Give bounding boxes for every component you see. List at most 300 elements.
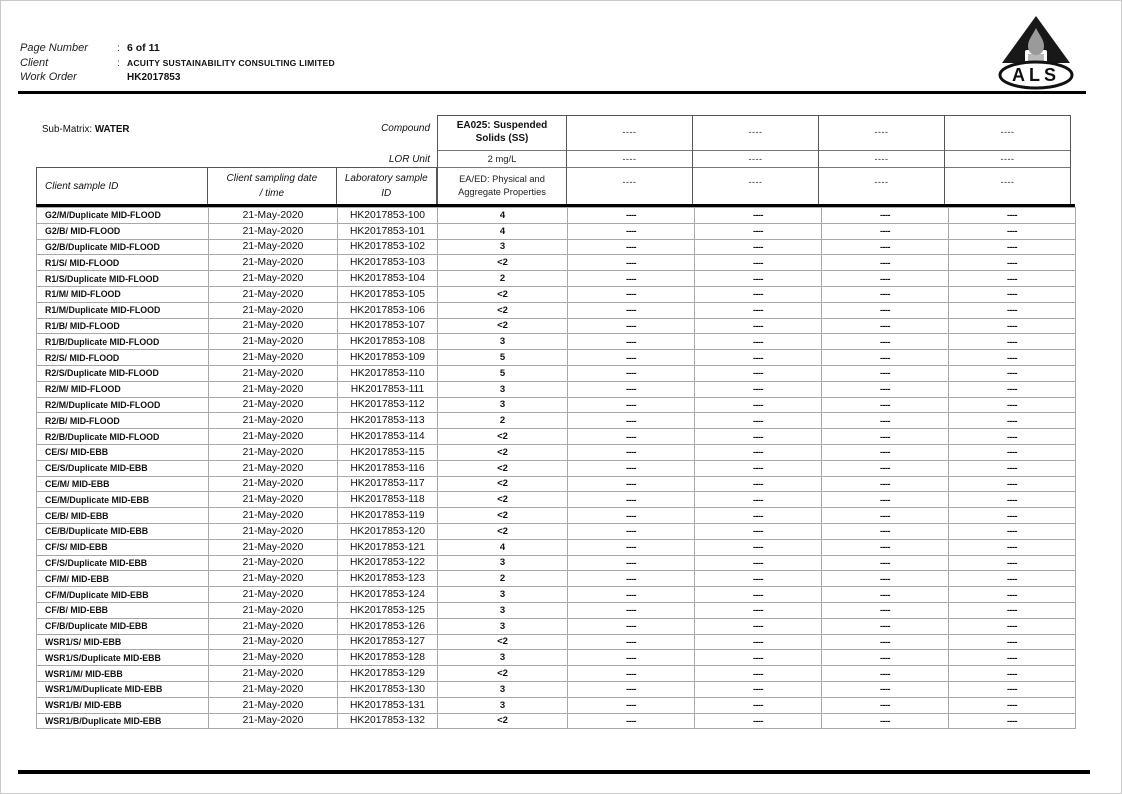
separator: : — [117, 58, 120, 69]
cell-dash: ---- — [695, 587, 822, 603]
page-number-value: 6 of 11 — [127, 42, 160, 54]
cell-dash: ---- — [949, 271, 1076, 287]
table-row — [37, 539, 1076, 555]
cell-sampling-date: 21-May-2020 — [209, 650, 338, 666]
cell-dash: ---- — [822, 492, 949, 508]
cell-dash: ---- — [568, 413, 695, 429]
cell-dash: ---- — [822, 508, 949, 524]
column-header-text: Client sampling date — [226, 173, 318, 184]
table-row — [37, 429, 1076, 445]
cell-dash: ---- — [695, 697, 822, 713]
cell-lab-sample-id: HK2017853-128 — [338, 650, 438, 666]
cell-result: 3 — [438, 587, 568, 603]
cell-lab-sample-id: HK2017853-118 — [338, 492, 438, 508]
cell-dash: ---- — [695, 634, 822, 650]
cell-dash: ---- — [822, 271, 949, 287]
cell-dash: ---- — [822, 666, 949, 682]
cell-sampling-date: 21-May-2020 — [209, 381, 338, 397]
cell-result: 3 — [438, 555, 568, 571]
cell-client-sample-id: G2/B/ MID-FLOOD — [37, 223, 209, 239]
cell-dash: ---- — [695, 666, 822, 682]
cell-dash: ---- — [695, 286, 822, 302]
compound-name: ---- — [945, 116, 1070, 151]
cell-result: 4 — [438, 223, 568, 239]
cell-client-sample-id: WSR1/M/Duplicate MID-EBB — [37, 681, 209, 697]
cell-sampling-date: 21-May-2020 — [209, 555, 338, 571]
cell-dash: ---- — [822, 255, 949, 271]
cell-dash: ---- — [949, 602, 1076, 618]
table-row — [37, 302, 1076, 318]
work-order-label: Work Order — [20, 71, 77, 83]
cell-dash: ---- — [695, 397, 822, 413]
cell-lab-sample-id: HK2017853-132 — [338, 713, 438, 729]
table-row — [37, 650, 1076, 666]
cell-dash: ---- — [568, 539, 695, 555]
separator: : — [117, 43, 120, 54]
als-logo-text: ALS — [1012, 65, 1060, 85]
cell-dash: ---- — [695, 460, 822, 476]
table-row — [37, 255, 1076, 271]
header-rule — [18, 91, 1086, 94]
cell-dash: ---- — [949, 587, 1076, 603]
cell-dash: ---- — [568, 492, 695, 508]
cell-dash: ---- — [695, 334, 822, 350]
cell-dash: ---- — [695, 413, 822, 429]
cell-sampling-date: 21-May-2020 — [209, 429, 338, 445]
cell-dash: ---- — [822, 239, 949, 255]
cell-dash: ---- — [568, 223, 695, 239]
cell-lab-sample-id: HK2017853-129 — [338, 666, 438, 682]
cell-dash: ---- — [949, 618, 1076, 634]
cell-dash: ---- — [568, 208, 695, 224]
cell-client-sample-id: CF/M/Duplicate MID-EBB — [37, 587, 209, 603]
cell-client-sample-id: R1/M/ MID-FLOOD — [37, 286, 209, 302]
cell-client-sample-id: R2/S/ MID-FLOOD — [37, 350, 209, 366]
cell-result: 3 — [438, 602, 568, 618]
cell-dash: ---- — [568, 523, 695, 539]
cell-dash: ---- — [568, 334, 695, 350]
cell-dash: ---- — [822, 460, 949, 476]
cell-lab-sample-id: HK2017853-102 — [338, 239, 438, 255]
cell-dash: ---- — [568, 302, 695, 318]
cell-sampling-date: 21-May-2020 — [209, 697, 338, 713]
cell-dash: ---- — [695, 271, 822, 287]
cell-result: 3 — [438, 397, 568, 413]
cell-dash: ---- — [568, 618, 695, 634]
cell-client-sample-id: R2/B/Duplicate MID-FLOOD — [37, 429, 209, 445]
cell-dash: ---- — [822, 381, 949, 397]
cell-result: <2 — [438, 460, 568, 476]
column-header-sampling-date — [208, 168, 336, 204]
cell-dash: ---- — [822, 555, 949, 571]
cell-client-sample-id: WSR1/S/Duplicate MID-EBB — [37, 650, 209, 666]
page-number-label: Page Number — [20, 42, 88, 54]
cell-dash: ---- — [695, 555, 822, 571]
cell-client-sample-id: CE/S/Duplicate MID-EBB — [37, 460, 209, 476]
table-row — [37, 571, 1076, 587]
cell-dash: ---- — [568, 271, 695, 287]
sub-matrix-value: WATER — [94, 124, 130, 135]
table-row — [37, 492, 1076, 508]
cell-result: 5 — [438, 350, 568, 366]
cell-dash: ---- — [949, 666, 1076, 682]
cell-result: <2 — [438, 713, 568, 729]
compound-lor-unit: ---- — [945, 151, 1070, 168]
cell-dash: ---- — [949, 444, 1076, 460]
cell-result: 2 — [438, 271, 568, 287]
compound-lor-unit: ---- — [819, 151, 944, 168]
cell-dash: ---- — [949, 539, 1076, 555]
cell-result: 3 — [438, 334, 568, 350]
table-row — [37, 697, 1076, 713]
cell-dash: ---- — [568, 713, 695, 729]
results-tbody — [37, 208, 1076, 729]
cell-client-sample-id: R1/S/ MID-FLOOD — [37, 255, 209, 271]
cell-dash: ---- — [695, 318, 822, 334]
table-row — [37, 681, 1076, 697]
cell-dash: ---- — [695, 523, 822, 539]
cell-dash: ---- — [568, 444, 695, 460]
table-row — [37, 634, 1076, 650]
cell-lab-sample-id: HK2017853-122 — [338, 555, 438, 571]
compound-name: EA025: Suspended Solids (SS) — [438, 116, 566, 151]
cell-client-sample-id: WSR1/M/ MID-EBB — [37, 666, 209, 682]
cell-dash: ---- — [822, 365, 949, 381]
cell-sampling-date: 21-May-2020 — [209, 634, 338, 650]
compound-lor-unit: ---- — [567, 151, 692, 168]
cell-sampling-date: 21-May-2020 — [209, 476, 338, 492]
compound-name: ---- — [567, 116, 692, 151]
cell-dash: ---- — [949, 302, 1076, 318]
cell-client-sample-id: R2/M/ MID-FLOOD — [37, 381, 209, 397]
cell-dash: ---- — [695, 492, 822, 508]
cell-dash: ---- — [822, 318, 949, 334]
cell-client-sample-id: R2/M/Duplicate MID-FLOOD — [37, 397, 209, 413]
table-row — [37, 223, 1076, 239]
cell-dash: ---- — [822, 650, 949, 666]
cell-dash: ---- — [695, 571, 822, 587]
compound-column-header-empty — [944, 115, 1071, 204]
cell-dash: ---- — [568, 508, 695, 524]
sub-matrix — [42, 124, 129, 135]
cell-dash: ---- — [822, 302, 949, 318]
cell-dash: ---- — [949, 413, 1076, 429]
cell-client-sample-id: WSR1/S/ MID-EBB — [37, 634, 209, 650]
cell-client-sample-id: R2/S/Duplicate MID-FLOOD — [37, 365, 209, 381]
cell-dash: ---- — [949, 397, 1076, 413]
cell-sampling-date: 21-May-2020 — [209, 618, 338, 634]
cell-dash: ---- — [695, 650, 822, 666]
cell-result: <2 — [438, 444, 568, 460]
cell-dash: ---- — [695, 539, 822, 555]
compound-name: ---- — [693, 116, 818, 151]
cell-result: 4 — [438, 208, 568, 224]
cell-result: <2 — [438, 492, 568, 508]
cell-dash: ---- — [695, 476, 822, 492]
sub-matrix-label: Sub-Matrix: — [42, 124, 93, 135]
cell-sampling-date: 21-May-2020 — [209, 302, 338, 318]
cell-dash: ---- — [568, 697, 695, 713]
cell-sampling-date: 21-May-2020 — [209, 681, 338, 697]
cell-client-sample-id: CF/B/ MID-EBB — [37, 602, 209, 618]
cell-dash: ---- — [822, 523, 949, 539]
cell-client-sample-id: G2/B/Duplicate MID-FLOOD — [37, 239, 209, 255]
cell-sampling-date: 21-May-2020 — [209, 539, 338, 555]
column-header-client-sample-id — [37, 168, 208, 204]
cell-dash: ---- — [568, 318, 695, 334]
compound-lor-unit: 2 mg/L — [438, 151, 566, 168]
cell-sampling-date: 21-May-2020 — [209, 602, 338, 618]
table-row — [37, 350, 1076, 366]
cell-dash: ---- — [949, 255, 1076, 271]
cell-lab-sample-id: HK2017853-121 — [338, 539, 438, 555]
cell-dash: ---- — [822, 634, 949, 650]
cell-client-sample-id: CE/B/ MID-EBB — [37, 508, 209, 524]
table-row — [37, 602, 1076, 618]
cell-dash: ---- — [695, 365, 822, 381]
cell-result: <2 — [438, 286, 568, 302]
cell-result: <2 — [438, 255, 568, 271]
cell-result: 5 — [438, 365, 568, 381]
cell-dash: ---- — [822, 444, 949, 460]
cell-sampling-date: 21-May-2020 — [209, 318, 338, 334]
table-row — [37, 397, 1076, 413]
compound-column-header-empty — [818, 115, 945, 204]
cell-dash: ---- — [949, 508, 1076, 524]
cell-dash: ---- — [949, 476, 1076, 492]
table-row — [37, 208, 1076, 224]
cell-dash: ---- — [949, 650, 1076, 666]
cell-dash: ---- — [568, 476, 695, 492]
als-logo — [992, 10, 1080, 90]
cell-dash: ---- — [568, 650, 695, 666]
cell-result: 3 — [438, 697, 568, 713]
compound-column-header-empty — [692, 115, 819, 204]
cell-dash: ---- — [822, 697, 949, 713]
cell-result: 3 — [438, 381, 568, 397]
cell-sampling-date: 21-May-2020 — [209, 523, 338, 539]
column-header-lab-sample-id — [337, 168, 436, 204]
table-row — [37, 271, 1076, 287]
cell-result: <2 — [438, 302, 568, 318]
cell-result: 3 — [438, 239, 568, 255]
client-label: Client — [20, 57, 49, 69]
table-row — [37, 286, 1076, 302]
table-row — [37, 713, 1076, 729]
cell-dash: ---- — [568, 365, 695, 381]
cell-lab-sample-id: HK2017853-123 — [338, 571, 438, 587]
cell-dash: ---- — [695, 302, 822, 318]
cell-sampling-date: 21-May-2020 — [209, 208, 338, 224]
cell-result: 2 — [438, 571, 568, 587]
cell-lab-sample-id: HK2017853-104 — [338, 271, 438, 287]
cell-dash: ---- — [822, 413, 949, 429]
cell-dash: ---- — [695, 239, 822, 255]
cell-result: <2 — [438, 476, 568, 492]
cell-result: 3 — [438, 618, 568, 634]
cell-dash: ---- — [695, 618, 822, 634]
client-row — [20, 57, 335, 69]
cell-dash: ---- — [822, 618, 949, 634]
cell-client-sample-id: R2/B/ MID-FLOOD — [37, 413, 209, 429]
table-row — [37, 460, 1076, 476]
cell-result: 4 — [438, 539, 568, 555]
cell-lab-sample-id: HK2017853-105 — [338, 286, 438, 302]
cell-dash: ---- — [949, 523, 1076, 539]
cell-dash: ---- — [949, 208, 1076, 224]
cell-lab-sample-id: HK2017853-120 — [338, 523, 438, 539]
compound-method: ---- — [1000, 177, 1015, 187]
cell-dash: ---- — [568, 381, 695, 397]
column-header-text: Client sample ID — [45, 180, 119, 192]
table-row — [37, 365, 1076, 381]
compound-column-header — [437, 115, 567, 204]
cell-dash: ---- — [822, 350, 949, 366]
cell-lab-sample-id: HK2017853-110 — [338, 365, 438, 381]
cell-dash: ---- — [822, 286, 949, 302]
cell-dash: ---- — [949, 571, 1076, 587]
table-row — [37, 555, 1076, 571]
table-row — [37, 523, 1076, 539]
results-table — [36, 207, 1076, 729]
compound-column-header-empty — [566, 115, 693, 204]
cell-dash: ---- — [568, 634, 695, 650]
cell-sampling-date: 21-May-2020 — [209, 223, 338, 239]
cell-lab-sample-id: HK2017853-124 — [338, 587, 438, 603]
table-row — [37, 239, 1076, 255]
cell-dash: ---- — [949, 239, 1076, 255]
cell-result: 2 — [438, 413, 568, 429]
cell-dash: ---- — [949, 681, 1076, 697]
cell-dash: ---- — [949, 334, 1076, 350]
table-row — [37, 587, 1076, 603]
cell-sampling-date: 21-May-2020 — [209, 713, 338, 729]
cell-dash: ---- — [695, 444, 822, 460]
cell-sampling-date: 21-May-2020 — [209, 666, 338, 682]
cell-dash: ---- — [695, 713, 822, 729]
cell-lab-sample-id: HK2017853-109 — [338, 350, 438, 366]
cell-lab-sample-id: HK2017853-101 — [338, 223, 438, 239]
cell-dash: ---- — [568, 239, 695, 255]
cell-dash: ---- — [822, 397, 949, 413]
cell-client-sample-id: CF/S/ MID-EBB — [37, 539, 209, 555]
cell-sampling-date: 21-May-2020 — [209, 271, 338, 287]
cell-dash: ---- — [822, 681, 949, 697]
cell-result: <2 — [438, 318, 568, 334]
column-header-text: ID — [381, 188, 392, 199]
cell-lab-sample-id: HK2017853-126 — [338, 618, 438, 634]
compound-method: ---- — [874, 177, 889, 187]
cell-dash: ---- — [695, 602, 822, 618]
cell-lab-sample-id: HK2017853-115 — [338, 444, 438, 460]
table-row — [37, 444, 1076, 460]
cell-dash: ---- — [695, 255, 822, 271]
cell-lab-sample-id: HK2017853-127 — [338, 634, 438, 650]
cell-dash: ---- — [568, 350, 695, 366]
cell-sampling-date: 21-May-2020 — [209, 334, 338, 350]
page-number-row — [20, 42, 160, 54]
cell-dash: ---- — [949, 555, 1076, 571]
cell-dash: ---- — [949, 492, 1076, 508]
cell-client-sample-id: CF/B/Duplicate MID-EBB — [37, 618, 209, 634]
lor-unit-label: LOR Unit — [388, 154, 430, 165]
cell-sampling-date: 21-May-2020 — [209, 460, 338, 476]
cell-lab-sample-id: HK2017853-119 — [338, 508, 438, 524]
cell-client-sample-id: CE/M/Duplicate MID-EBB — [37, 492, 209, 508]
cell-lab-sample-id: HK2017853-125 — [338, 602, 438, 618]
compound-lor-unit: ---- — [693, 151, 818, 168]
cell-client-sample-id: R1/B/ MID-FLOOD — [37, 318, 209, 334]
cell-dash: ---- — [949, 697, 1076, 713]
cell-client-sample-id: CF/M/ MID-EBB — [37, 571, 209, 587]
cell-result: <2 — [438, 634, 568, 650]
cell-dash: ---- — [568, 681, 695, 697]
column-header-text: / time — [259, 188, 285, 199]
table-row — [37, 508, 1076, 524]
cell-dash: ---- — [695, 350, 822, 366]
cell-dash: ---- — [949, 634, 1076, 650]
compound-name: ---- — [819, 116, 944, 151]
cell-result: <2 — [438, 429, 568, 445]
cell-lab-sample-id: HK2017853-117 — [338, 476, 438, 492]
cell-client-sample-id: R1/M/Duplicate MID-FLOOD — [37, 302, 209, 318]
cell-dash: ---- — [568, 429, 695, 445]
cell-lab-sample-id: HK2017853-131 — [338, 697, 438, 713]
cell-dash: ---- — [822, 602, 949, 618]
cell-client-sample-id: CE/M/ MID-EBB — [37, 476, 209, 492]
cell-dash: ---- — [949, 318, 1076, 334]
cell-sampling-date: 21-May-2020 — [209, 571, 338, 587]
cell-dash: ---- — [568, 255, 695, 271]
cell-result: <2 — [438, 508, 568, 524]
cell-dash: ---- — [949, 381, 1076, 397]
client-value: ACUITY SUSTAINABILITY CONSULTING LIMITED — [127, 58, 335, 68]
cell-dash: ---- — [695, 508, 822, 524]
cell-dash: ---- — [568, 397, 695, 413]
cell-sampling-date: 21-May-2020 — [209, 286, 338, 302]
cell-lab-sample-id: HK2017853-106 — [338, 302, 438, 318]
cell-dash: ---- — [949, 713, 1076, 729]
cell-dash: ---- — [822, 334, 949, 350]
cell-dash: ---- — [822, 571, 949, 587]
work-order-row — [20, 71, 180, 83]
cell-client-sample-id: CE/S/ MID-EBB — [37, 444, 209, 460]
cell-dash: ---- — [568, 602, 695, 618]
table-row — [37, 476, 1076, 492]
cell-dash: ---- — [695, 681, 822, 697]
cell-dash: ---- — [568, 286, 695, 302]
cell-dash: ---- — [822, 429, 949, 445]
compound-label: Compound — [381, 123, 430, 134]
table-row — [37, 318, 1076, 334]
cell-dash: ---- — [949, 350, 1076, 366]
cell-dash: ---- — [822, 587, 949, 603]
cell-dash: ---- — [822, 713, 949, 729]
cell-dash: ---- — [949, 286, 1076, 302]
cell-dash: ---- — [822, 223, 949, 239]
cell-sampling-date: 21-May-2020 — [209, 350, 338, 366]
cell-dash: ---- — [695, 223, 822, 239]
cell-dash: ---- — [949, 460, 1076, 476]
cell-client-sample-id: G2/M/Duplicate MID-FLOOD — [37, 208, 209, 224]
cell-lab-sample-id: HK2017853-103 — [338, 255, 438, 271]
compound-method: EA/ED: Physical and Aggregate Properties — [458, 174, 546, 197]
cell-dash: ---- — [695, 381, 822, 397]
footer-rule — [18, 770, 1090, 774]
cell-dash: ---- — [949, 429, 1076, 445]
cell-dash: ---- — [695, 208, 822, 224]
cell-client-sample-id: R1/S/Duplicate MID-FLOOD — [37, 271, 209, 287]
